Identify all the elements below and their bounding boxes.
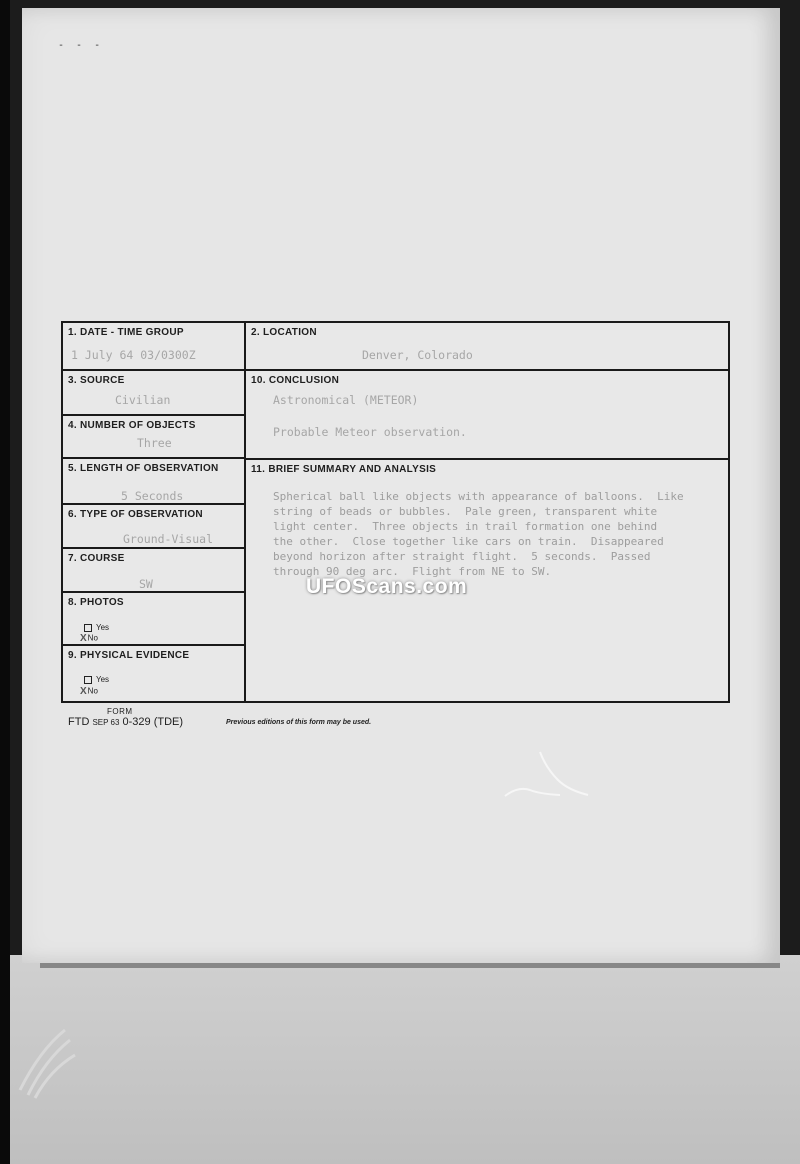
project-record-form <box>61 321 730 703</box>
location-label: 2. LOCATION <box>251 327 317 338</box>
physical-evidence-yes-checkbox[interactable] <box>84 676 92 684</box>
physical-evidence-no-option[interactable] <box>80 686 98 697</box>
number-of-objects-label: 4. NUMBER OF OBJECTS <box>68 420 196 431</box>
date-time-group-cell <box>63 323 244 371</box>
photos-no-label: No <box>87 633 98 643</box>
form-left-column <box>63 323 246 701</box>
date-time-group-value: 1 July 64 03/0300Z <box>71 348 196 362</box>
physical-evidence-yes-label: Yes <box>96 675 110 684</box>
scan-left-edge <box>0 0 10 1164</box>
length-of-observation-value: 5 Seconds <box>121 489 184 503</box>
conclusion-line-1: Astronomical (METEOR) <box>273 393 419 407</box>
type-of-observation-cell <box>63 505 244 549</box>
photos-no-checkbox-checked[interactable]: X <box>80 633 87 644</box>
photos-cell <box>63 593 244 646</box>
location-value: Denver, Colorado <box>362 348 473 362</box>
form-date: SEP 63 <box>92 718 120 727</box>
form-code: FTD <box>68 716 90 728</box>
conclusion-line-2: Probable Meteor observation. <box>273 425 467 439</box>
number-of-objects-cell <box>63 416 244 459</box>
conclusion-label: 10. CONCLUSION <box>251 375 340 386</box>
photos-no-option[interactable] <box>80 633 98 644</box>
pen-scribble <box>500 748 595 803</box>
conclusion-cell <box>246 371 728 460</box>
photos-yes-checkbox[interactable] <box>84 624 92 632</box>
smudge-stroke <box>20 1030 75 1098</box>
photos-yes-option[interactable] <box>84 623 109 632</box>
date-time-group-label: 1. DATE - TIME GROUP <box>68 327 184 338</box>
watermark: UFOScans.com <box>306 575 468 598</box>
source-cell <box>63 371 244 416</box>
length-of-observation-cell <box>63 459 244 505</box>
footer-form-word: FORM <box>107 707 133 716</box>
course-label: 7. COURSE <box>68 553 125 564</box>
physical-evidence-cell <box>63 646 244 701</box>
corner-marks: - - - <box>58 40 104 51</box>
physical-evidence-no-checkbox-checked[interactable]: X <box>80 686 87 697</box>
location-cell <box>246 323 728 371</box>
photos-yes-label: Yes <box>96 623 110 632</box>
form-right-column <box>246 323 728 701</box>
scribble-stroke <box>505 752 588 796</box>
source-label: 3. SOURCE <box>68 375 125 386</box>
physical-evidence-no-label: No <box>87 686 98 696</box>
form-number <box>68 716 183 728</box>
physical-evidence-label: 9. PHYSICAL EVIDENCE <box>68 650 190 661</box>
brief-summary-label: 11. BRIEF SUMMARY AND ANALYSIS <box>251 464 437 475</box>
length-of-observation-label: 5. LENGTH OF OBSERVATION <box>68 463 219 474</box>
scan-backdrop <box>0 955 800 1164</box>
form-number-value: 0-329 (TDE) <box>122 716 184 728</box>
type-of-observation-label: 6. TYPE OF OBSERVATION <box>68 509 203 520</box>
physical-evidence-yes-option[interactable] <box>84 675 109 684</box>
brief-summary-text: Spherical ball like objects with appearance of balloons. Like string of beads or bubbles. Pale green, transparent white light center. Three objects in trail formation one behind the other. Close together like cars on train. Disappeared beyond horizon after straight flight. 5 seconds. Passed through 90 deg arc. Flight from NE to SW. <box>273 490 684 578</box>
number-of-objects-value: Three <box>137 436 172 450</box>
photos-label: 8. PHOTOS <box>68 597 124 608</box>
course-value: SW <box>139 577 153 591</box>
course-cell <box>63 549 244 593</box>
source-value: Civilian <box>115 393 171 407</box>
previous-editions-note: Previous editions of this form may be used. <box>226 719 372 726</box>
type-of-observation-value: Ground-Visual <box>123 532 214 546</box>
scan-smudge <box>10 1010 80 1100</box>
